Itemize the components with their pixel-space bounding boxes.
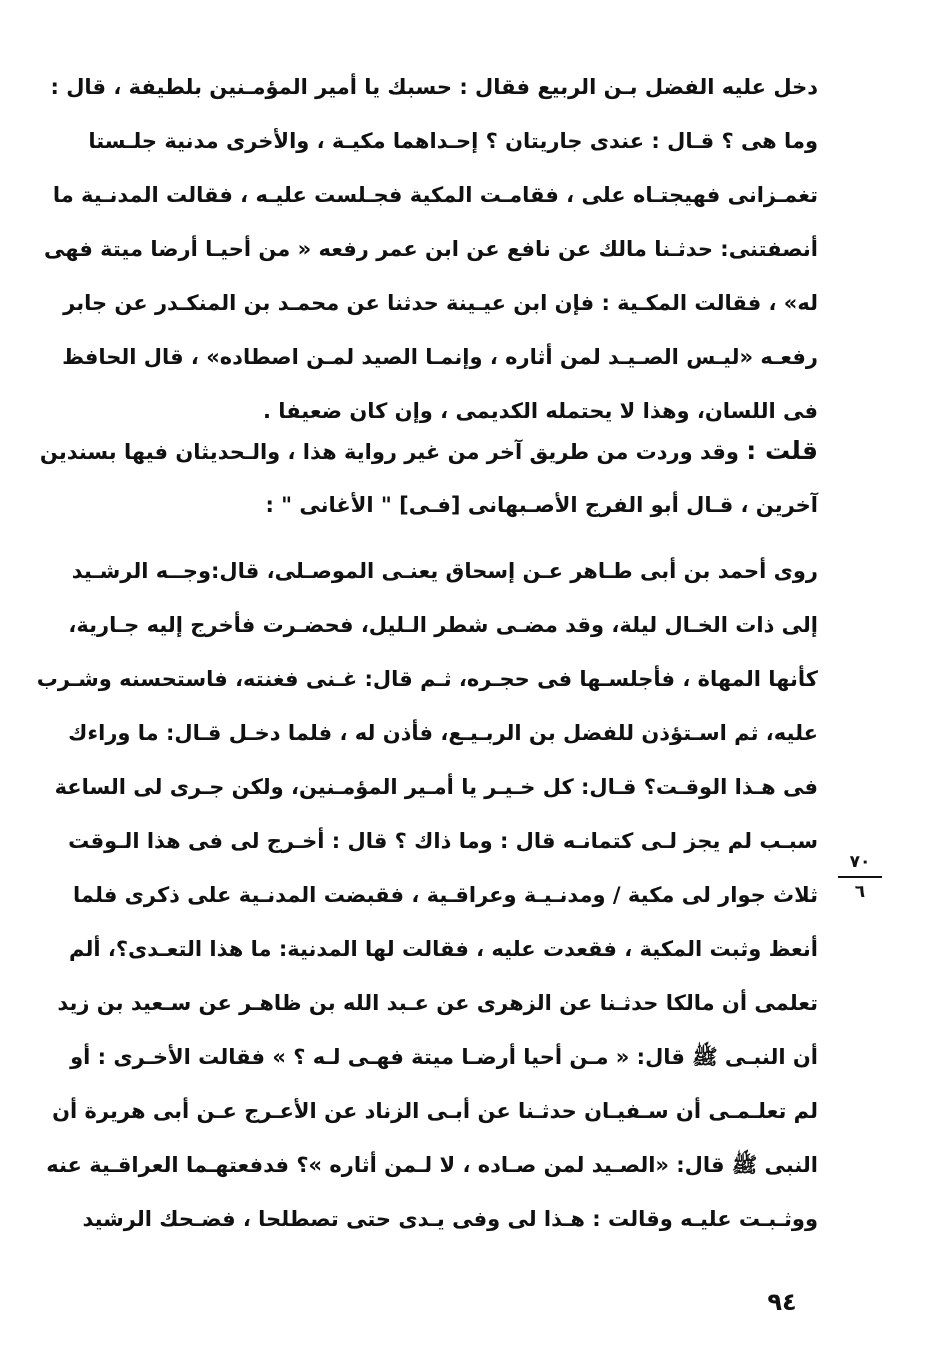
paragraph-1 xyxy=(43,60,818,438)
text-line: وما هى ؟ قـال : عندى جاريتان ؟ إحـداهما مكيـة ، والأخرى مدنية جلـستا xyxy=(88,129,818,153)
margin-folio-note xyxy=(838,852,882,902)
page-number: ٩٤ xyxy=(767,1288,797,1316)
paragraph-3 xyxy=(36,544,818,1246)
text-line: سبـب لم يجز لـى كتمانـه قال : وما ذاك ؟ قال : أخـرج لى فى هذا الـوقت xyxy=(68,829,818,853)
text-line: أنصفتنى: حدثـنا مالك عن نافع عن ابن عمر رفعه « من أحيـا أرضا ميتة فهى xyxy=(43,237,818,261)
text-line: كأنها المهاة ، فأجلسـها فى حجـره، ثـم قال: غـنى فغنته، فاستحسنه وشـرب xyxy=(36,667,818,691)
text-line: لم تعلـمـى أن سـفيـان حدثـنا عن أبـى الزناد عن الأعـرج عـن أبى هريرة أن xyxy=(52,1099,818,1123)
text-line xyxy=(39,424,818,478)
text-line: النبى ﷺ قال: «الصـيد لمن صـاده ، لا لـمن أثاره »؟ فدفعتهـما العراقـية عنه xyxy=(46,1153,818,1177)
text-line: عليه، ثم اسـتؤذن للفضل بن الربـيـع، فأذن له ، فلما دخـل قـال: ما وراءك xyxy=(68,721,818,745)
margin-note-top: ٧٠ xyxy=(849,852,871,872)
paragraph-2 xyxy=(39,424,818,532)
text-line: أن النبـى ﷺ قال: « مـن أحيا أرضـا ميتة فهـى لـه ؟ » فقالت الأخـرى : أو xyxy=(70,1045,818,1069)
lead-word: قلت : xyxy=(746,436,818,465)
text-line: فى اللسان، وهذا لا يحتمله الكديمى ، وإن كان ضعيفا . xyxy=(263,399,818,423)
text-line: ووثـبـت عليـه وقالت : هـذا لى وفى يـدى حتى تصطلحا ، فضـحك الرشيد xyxy=(82,1207,818,1231)
margin-note-divider xyxy=(838,876,882,878)
text-line: فى هـذا الوقـت؟ قـال: كل خـيـر يا أمـير المؤمـنين، ولكن جـرى لى الساعة xyxy=(54,775,818,799)
text-line: دخل عليه الفضل بـن الربيع فقال : حسبك يا أمير المؤمـنين بلطيفة ، قال : xyxy=(50,75,818,99)
text-line: آخرين ، قـال أبو الفرج الأصـبهانى [فـى] " الأغانى " : xyxy=(265,493,818,517)
text-line: روى أحمد بن أبى طـاهر عـن إسحاق يعنـى الموصـلى، قال:وجــه الرشـيد xyxy=(71,559,818,583)
text-line: ثلاث جوار لى مكية / ومدنـيـة وعراقـية ، فقبضت المدنـية على ذكرى فلما xyxy=(73,883,818,907)
text-line: تغمـزانى فهيجتـاه على ، فقامـت المكية فجـلست عليـه ، فقالت المدنـية ما xyxy=(52,183,818,207)
text-line: تعلمى أن مالكا حدثـنا عن الزهرى عن عـبد الله بن ظاهـر عن سـعيد بن زيد xyxy=(57,991,818,1015)
text-line: رفعـه «ليـس الصـيـد لمن أثاره ، وإنمـا الصيد لمـن اصطاده» ، قال الحافظ xyxy=(62,345,818,369)
text-line: إلى ذات الخـال ليلة، وقد مضـى شطر الـليل، فحضـرت فأخرج إليه جـارية، xyxy=(68,613,818,637)
text-line-body: وقد وردت من طريق آخر من غير رواية هذا ، والـحديثان فيها بسندين xyxy=(39,440,739,464)
margin-note-bottom: ٦ xyxy=(854,882,866,902)
text-line: له» ، فقالت المكـية : فإن ابن عيـينة حدثنا عن محمـد بن المنكـدر عن جابر xyxy=(63,291,818,315)
text-line: أنعظ وثبت المكية ، فقعدت عليه ، فقالت لها المدنية: ما هذا التعـدى؟، ألم xyxy=(69,937,818,961)
